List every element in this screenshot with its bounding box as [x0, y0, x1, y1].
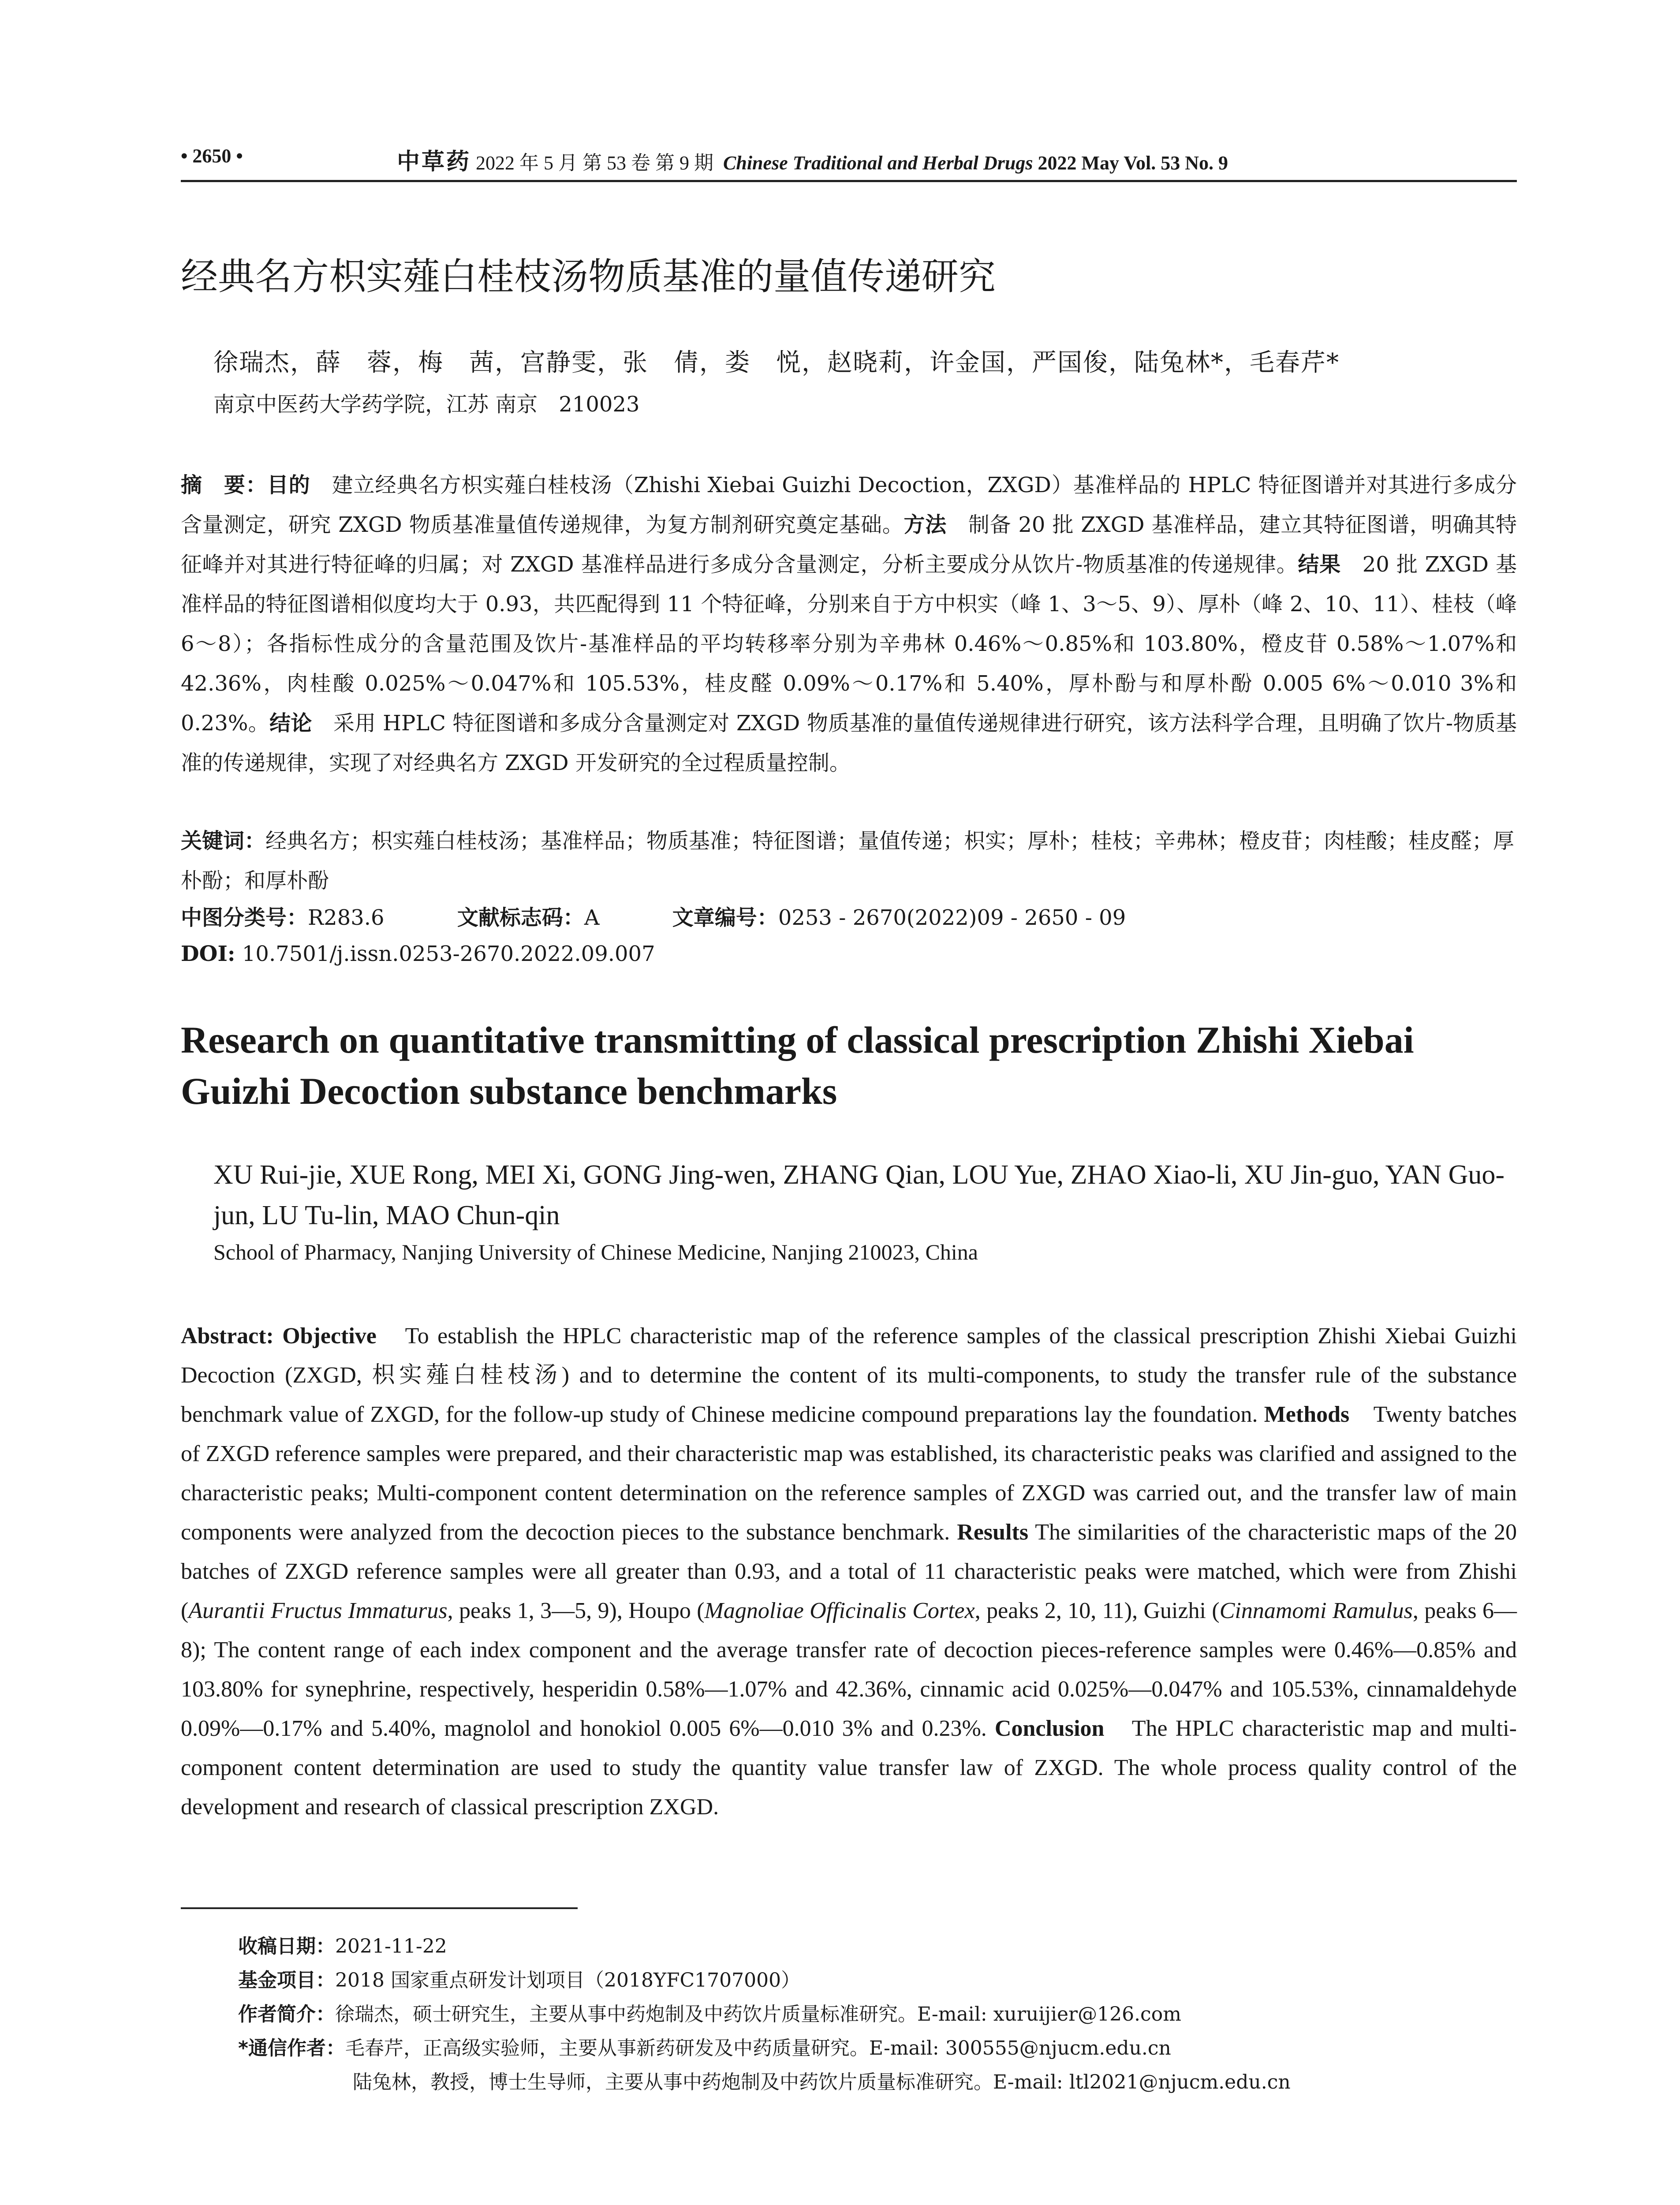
- abstract-cn: [181, 465, 1517, 783]
- received-date: 2021-11-22: [335, 1935, 447, 1958]
- objective-en: To establish the HPLC characteristic map of the reference samples of the classical prescription Zhishi Xiebai Guizhi Decoction (ZXGD, 枳实薤白桂枝汤) and to determine the content of its multi-components, to study the transfer rule of the substance benchmark value of ZXGD, for the follow-up study of Chinese medicine compound preparations lay the foundation.: [181, 1323, 1517, 1427]
- article-no-value: 0253 - 2670(2022)09 - 2650 - 09: [778, 905, 1126, 930]
- issue-cn: 2022 年 5 月 第 53 卷 第 9 期: [476, 152, 714, 174]
- objective-label-cn: 目的: [267, 473, 310, 497]
- doi-label: DOI:: [181, 942, 235, 966]
- issue-en: 2022 May Vol. 53 No. 9: [1038, 152, 1228, 174]
- title-en: Research on quantitative transmitting of classical prescription Zhishi Xiebai Guizhi Decoction substance benchmarks: [181, 1019, 1414, 1112]
- species-zhishi: Aurantii Fructus Immaturus: [188, 1598, 448, 1623]
- results-en-b: , peaks 1, 3—5, 9), Houpo (: [447, 1598, 705, 1623]
- affiliation-en: School of Pharmacy, Nanjing University of Chinese Medicine, Nanjing 210023, China: [213, 1240, 978, 1264]
- authors-en: XU Rui-jie, XUE Rong, MEI Xi, GONG Jing-wen, ZHANG Qian, LOU Yue, ZHAO Xiao-li, XU Jin-guo, YAN Guo-jun, LU Tu-lin, MAO Chun-qin: [213, 1160, 1505, 1230]
- fund-text: 2018 国家重点研发计划项目（2018YFC1707000）: [335, 1969, 801, 1992]
- affiliation-cn: 南京中医药大学药学院，江苏 南京 210023: [213, 392, 640, 417]
- species-guizhi: Cinnamomi Ramulus: [1219, 1598, 1413, 1623]
- corr-author-2: 陆兔林，教授，博士生导师，主要从事中药炮制及中药饮片质量标准研究。E-mail: ltl2021@njucm.edu.cn: [353, 2071, 1291, 2093]
- methods-en: Twenty batches of ZXGD reference samples were prepared, and their characteristic map was established, its characteristic peaks was clarified and assigned to the characteristic peaks; Multi-component content determination on the reference samples of ZXGD was carried out, and the transfer law of main components were analyzed from the decoction pieces to the substance benchmark.: [181, 1402, 1517, 1545]
- bio-text: 徐瑞杰，硕士研究生，主要从事中药炮制及中药饮片质量标准研究。E-mail: xuruijier@126.com: [335, 2003, 1181, 2026]
- clc-value: R283.6: [308, 905, 385, 930]
- footnotes: [238, 1929, 1517, 2099]
- doi-line: [181, 936, 1517, 972]
- keywords-list-cn: 经典名方；枳实薤白桂枝汤；基准样品；物质基准；特征图谱；量值传递；枳实；厚朴；桂枝；辛弗林；橙皮苷；肉桂酸；桂皮醛；厚朴酚；和厚朴酚: [181, 829, 1515, 893]
- article-no-label: 文章编号：: [672, 905, 778, 930]
- conclusion-label-cn: 结论: [269, 711, 312, 736]
- journal-name-en: Chinese Traditional and Herbal Drugs: [723, 152, 1033, 174]
- results-label-en: Results: [957, 1520, 1029, 1545]
- conclusion-en: The HPLC characteristic map and multi-component content determination are used to study the quantity value transfer law of ZXGD. The whole process quality control of the development and research of classical prescription ZXGD.: [181, 1716, 1517, 1820]
- keywords-cn: [181, 821, 1517, 901]
- corr-label: *通信作者：: [238, 2037, 346, 2059]
- objective-cn: 建立经典名方枳实薤白桂枝汤（Zhishi Xiebai Guizhi Decoction，ZXGD）基准样品的 HPLC 特征图谱并对其进行多成分含量测定，研究 ZXGD 物质基准量值传递规律，为复方制剂研究奠定基础。: [181, 473, 1517, 537]
- article-meta: [181, 900, 1517, 972]
- results-en-a: The similarities of the characteristic maps of the 20 batches of ZXGD reference samples were all greater than 0.93, and a total of 11 characteristic peaks were matched, which were from Zhishi (: [181, 1520, 1517, 1623]
- authors-cn: 徐瑞杰，薛 蓉，梅 茜，宫静雯，张 倩，娄 悦，赵晓莉，许金国，严国俊，陆兔林*，毛春芹*: [213, 348, 1340, 377]
- running-header: [181, 140, 1517, 182]
- keywords-label-cn: 关键词：: [181, 829, 266, 853]
- conclusion-cn: 采用 HPLC 特征图谱和多成分含量测定对 ZXGD 物质基准的量值传递规律进行研究，该方法科学合理，且明确了饮片-物质基准的传递规律，实现了对经典名方 ZXGD 开发研究的全过程质量控制。: [181, 711, 1517, 775]
- doc-code-label: 文献标志码：: [457, 905, 584, 930]
- species-houpo: Magnoliae Officinalis Cortex: [704, 1598, 975, 1623]
- results-label-cn: 结果: [1298, 552, 1341, 577]
- received-label: 收稿日期：: [238, 1935, 335, 1958]
- results-cn: 20 批 ZXGD 基准样品的特征图谱相似度均大于 0.93，共匹配得到 11 个特征峰，分别来自于方中枳实（峰 1、3～5、9）、厚朴（峰 2、10、11）、桂枝（峰 6～8）；各指标性成分的含量范围及饮片-基准样品的平均转移率分别为辛弗林 0.46%～0.85%和 103.80%，橙皮苷 0.58%～1.07%和 42.36%，肉桂酸 0.025%～0.047%和 105.53%，桂皮醛 0.09%～0.17%和 5.40%，厚朴酚与和厚朴酚 0.005 6%～0.010 3%和 0.23%。: [181, 552, 1517, 736]
- fund-label: 基金项目：: [238, 1969, 335, 1992]
- methods-label-cn: 方法: [903, 512, 947, 537]
- classification-line: [181, 900, 1517, 936]
- clc-label: 中图分类号：: [181, 905, 308, 930]
- results-en-d: , peaks 6—8); The content range of each index component and the average transfer rate of decoction pieces-reference samples were 0.46%—0.85% and 103.80% for synephrine, respectively, hesperidin 0.58%—1.07% and 42.36%, cinnamic acid 0.025%—0.047% and 105.53%, cinnamaldehyde 0.09%—0.17% and 5.40%, magnolol and honokiol 0.005 6%—0.010 3% and 0.23%.: [181, 1598, 1517, 1741]
- abstract-en: [181, 1316, 1517, 1827]
- footnote-fund: [238, 1963, 1517, 1997]
- footnote-bio: [238, 1997, 1517, 2031]
- journal-name-cn: 中草药: [397, 148, 471, 175]
- doi-value: 10.7501/j.issn.0253-2670.2022.09.007: [235, 942, 655, 966]
- bio-label: 作者简介：: [238, 2003, 335, 2026]
- journal-line: [397, 143, 1228, 176]
- methods-label-en: Methods: [1264, 1402, 1350, 1427]
- results-en-c: , peaks 2, 10, 11), Guizhi (: [974, 1598, 1220, 1623]
- footnote-received: [238, 1929, 1517, 1963]
- footnote-corresponding-2: [238, 2065, 1517, 2099]
- footnote-divider: [181, 1907, 578, 1909]
- corr-author-1: 毛春芹，正高级实验师，主要从事新药研发及中药质量研究。E-mail: 300555@njucm.edu.cn: [345, 2037, 1171, 2059]
- title-cn: 经典名方枳实薤白桂枝汤物质基准的量值传递研究: [181, 255, 996, 298]
- abstract-label-en: Abstract: Objective: [181, 1323, 377, 1349]
- methods-cn: 制备 20 批 ZXGD 基准样品，建立其特征图谱，明确其特征峰并对其进行特征峰的归属；对 ZXGD 基准样品进行多成分含量测定，分析主要成分从饮片-物质基准的传递规律。: [181, 512, 1517, 577]
- conclusion-label-en: Conclusion: [994, 1716, 1105, 1741]
- footnote-corresponding: [238, 2031, 1517, 2065]
- page-number: • 2650 •: [181, 145, 243, 167]
- abstract-label-cn: 摘 要：: [181, 473, 267, 497]
- doc-code-value: A: [584, 905, 600, 930]
